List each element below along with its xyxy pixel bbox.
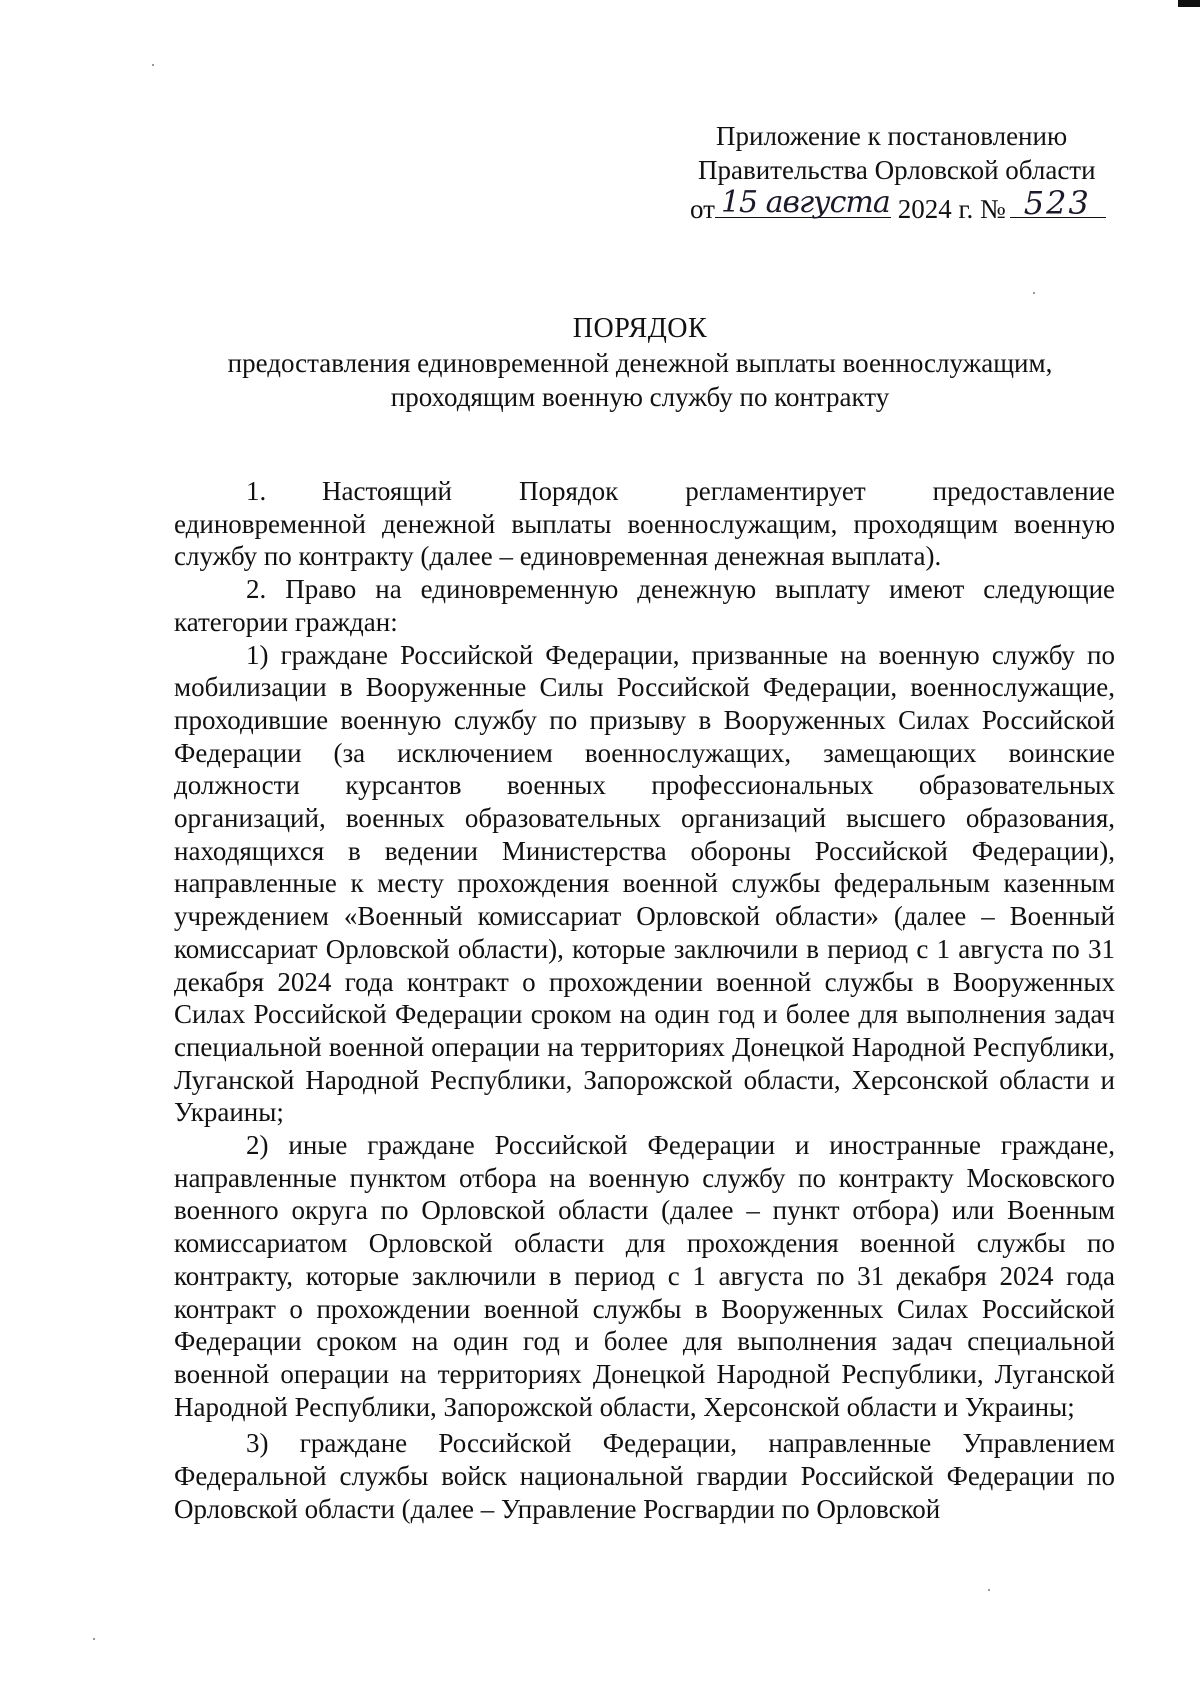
document-title-block bbox=[60, 312, 1200, 414]
paragraph-2: 2. Право на единовременную денежную выплату имеют следующие категории граждан: bbox=[174, 574, 1115, 637]
appendix-header bbox=[690, 119, 1110, 225]
paragraph-1-number: 1. bbox=[246, 476, 267, 506]
appendix-line-1: Приложение к постановлению bbox=[716, 121, 1068, 151]
paragraph-1-text: Настоящий Порядок регламентирует предоставление единовременной денежной выплаты военнослужащим, проходящим военную службу по контракту (далее – единовременная денежная выплата). bbox=[174, 476, 1115, 572]
document-subtitle-line-1: предоставления единовременной денежной выплаты военнослужащим, bbox=[227, 348, 1053, 378]
date-blank bbox=[715, 187, 891, 218]
scan-speck bbox=[1033, 292, 1035, 294]
appendix-date-line bbox=[690, 184, 1110, 225]
paragraph-2-item-1: 1) граждане Российской Федерации, призванные на военную службу по мобилизации в Вооруженные Силы Российской Федерации, военнослужащие, проходившие военную службу по призыву в Вооруженных Силах Российской Федерации (за исключением военнослужащих, замещающих воинские должности курсантов военных профессиональных образовательных организаций, военных образовательных организаций высшего образования, находящихся в ведении Министерства обороны Российской Федерации), направленные к месту прохождения военной службы федеральным казенным учреждением «Военный комиссариат Орловской области» (далее – Военный комиссариат Орловской области), которые заключили в период с 1 августа по 31 декабря 2024 года контракт о прохождении военной службы в Вооруженных Силах Российской Федерации сроком на один год и более для выполнения задач специальной военной операции на территориях Донецкой Народной Республики, Луганской Народной Республики, Запорожской области, Херсонской области и Украины; bbox=[174, 639, 1115, 1128]
scan-speck bbox=[988, 1589, 990, 1591]
appendix-line-2: Правительства Орловской области bbox=[698, 155, 1096, 185]
date-year: 2024 г. № bbox=[897, 194, 1006, 224]
document-title: ПОРЯДОК bbox=[572, 313, 708, 344]
scan-corner-mark bbox=[1178, 0, 1200, 7]
paragraph-1 bbox=[174, 475, 1115, 573]
number-blank bbox=[1010, 184, 1106, 222]
date-prefix: от bbox=[690, 194, 715, 224]
document-body bbox=[174, 475, 1115, 1526]
handwritten-date: 15 августа bbox=[720, 185, 890, 220]
paragraph-2-item-2: 2) иные граждане Российской Федерации и иностранные граждане, направленные пунктом отбора на военную службу по контракту Московского военного округа по Орловской области (далее – пункт отбора) или Военным комиссариатом Орловской области для прохождения военной службы по контракту, которые заключили в период с 1 августа по 31 декабря 2024 года контракт о прохождении военной службы в Вооруженных Силах Российской Федерации сроком на один год и более для выполнения задач специальной военной операции на территориях Донецкой Народной Республики, Луганской Народной Республики, Запорожской области, Херсонской области и Украины; bbox=[174, 1130, 1115, 1422]
scan-speck bbox=[93, 1638, 95, 1640]
paragraph-2-item-3: 3) граждане Российской Федерации, направленные Управлением Федеральной службы войск национальной гвардии Российской Федерации по Орловской области (далее – Управление Росгвардии по Орловской bbox=[174, 1428, 1115, 1524]
document-subtitle-line-2: проходящим военную службу по контракту bbox=[390, 382, 890, 412]
handwritten-number: 523 bbox=[1023, 184, 1091, 222]
scan-speck bbox=[152, 64, 154, 66]
